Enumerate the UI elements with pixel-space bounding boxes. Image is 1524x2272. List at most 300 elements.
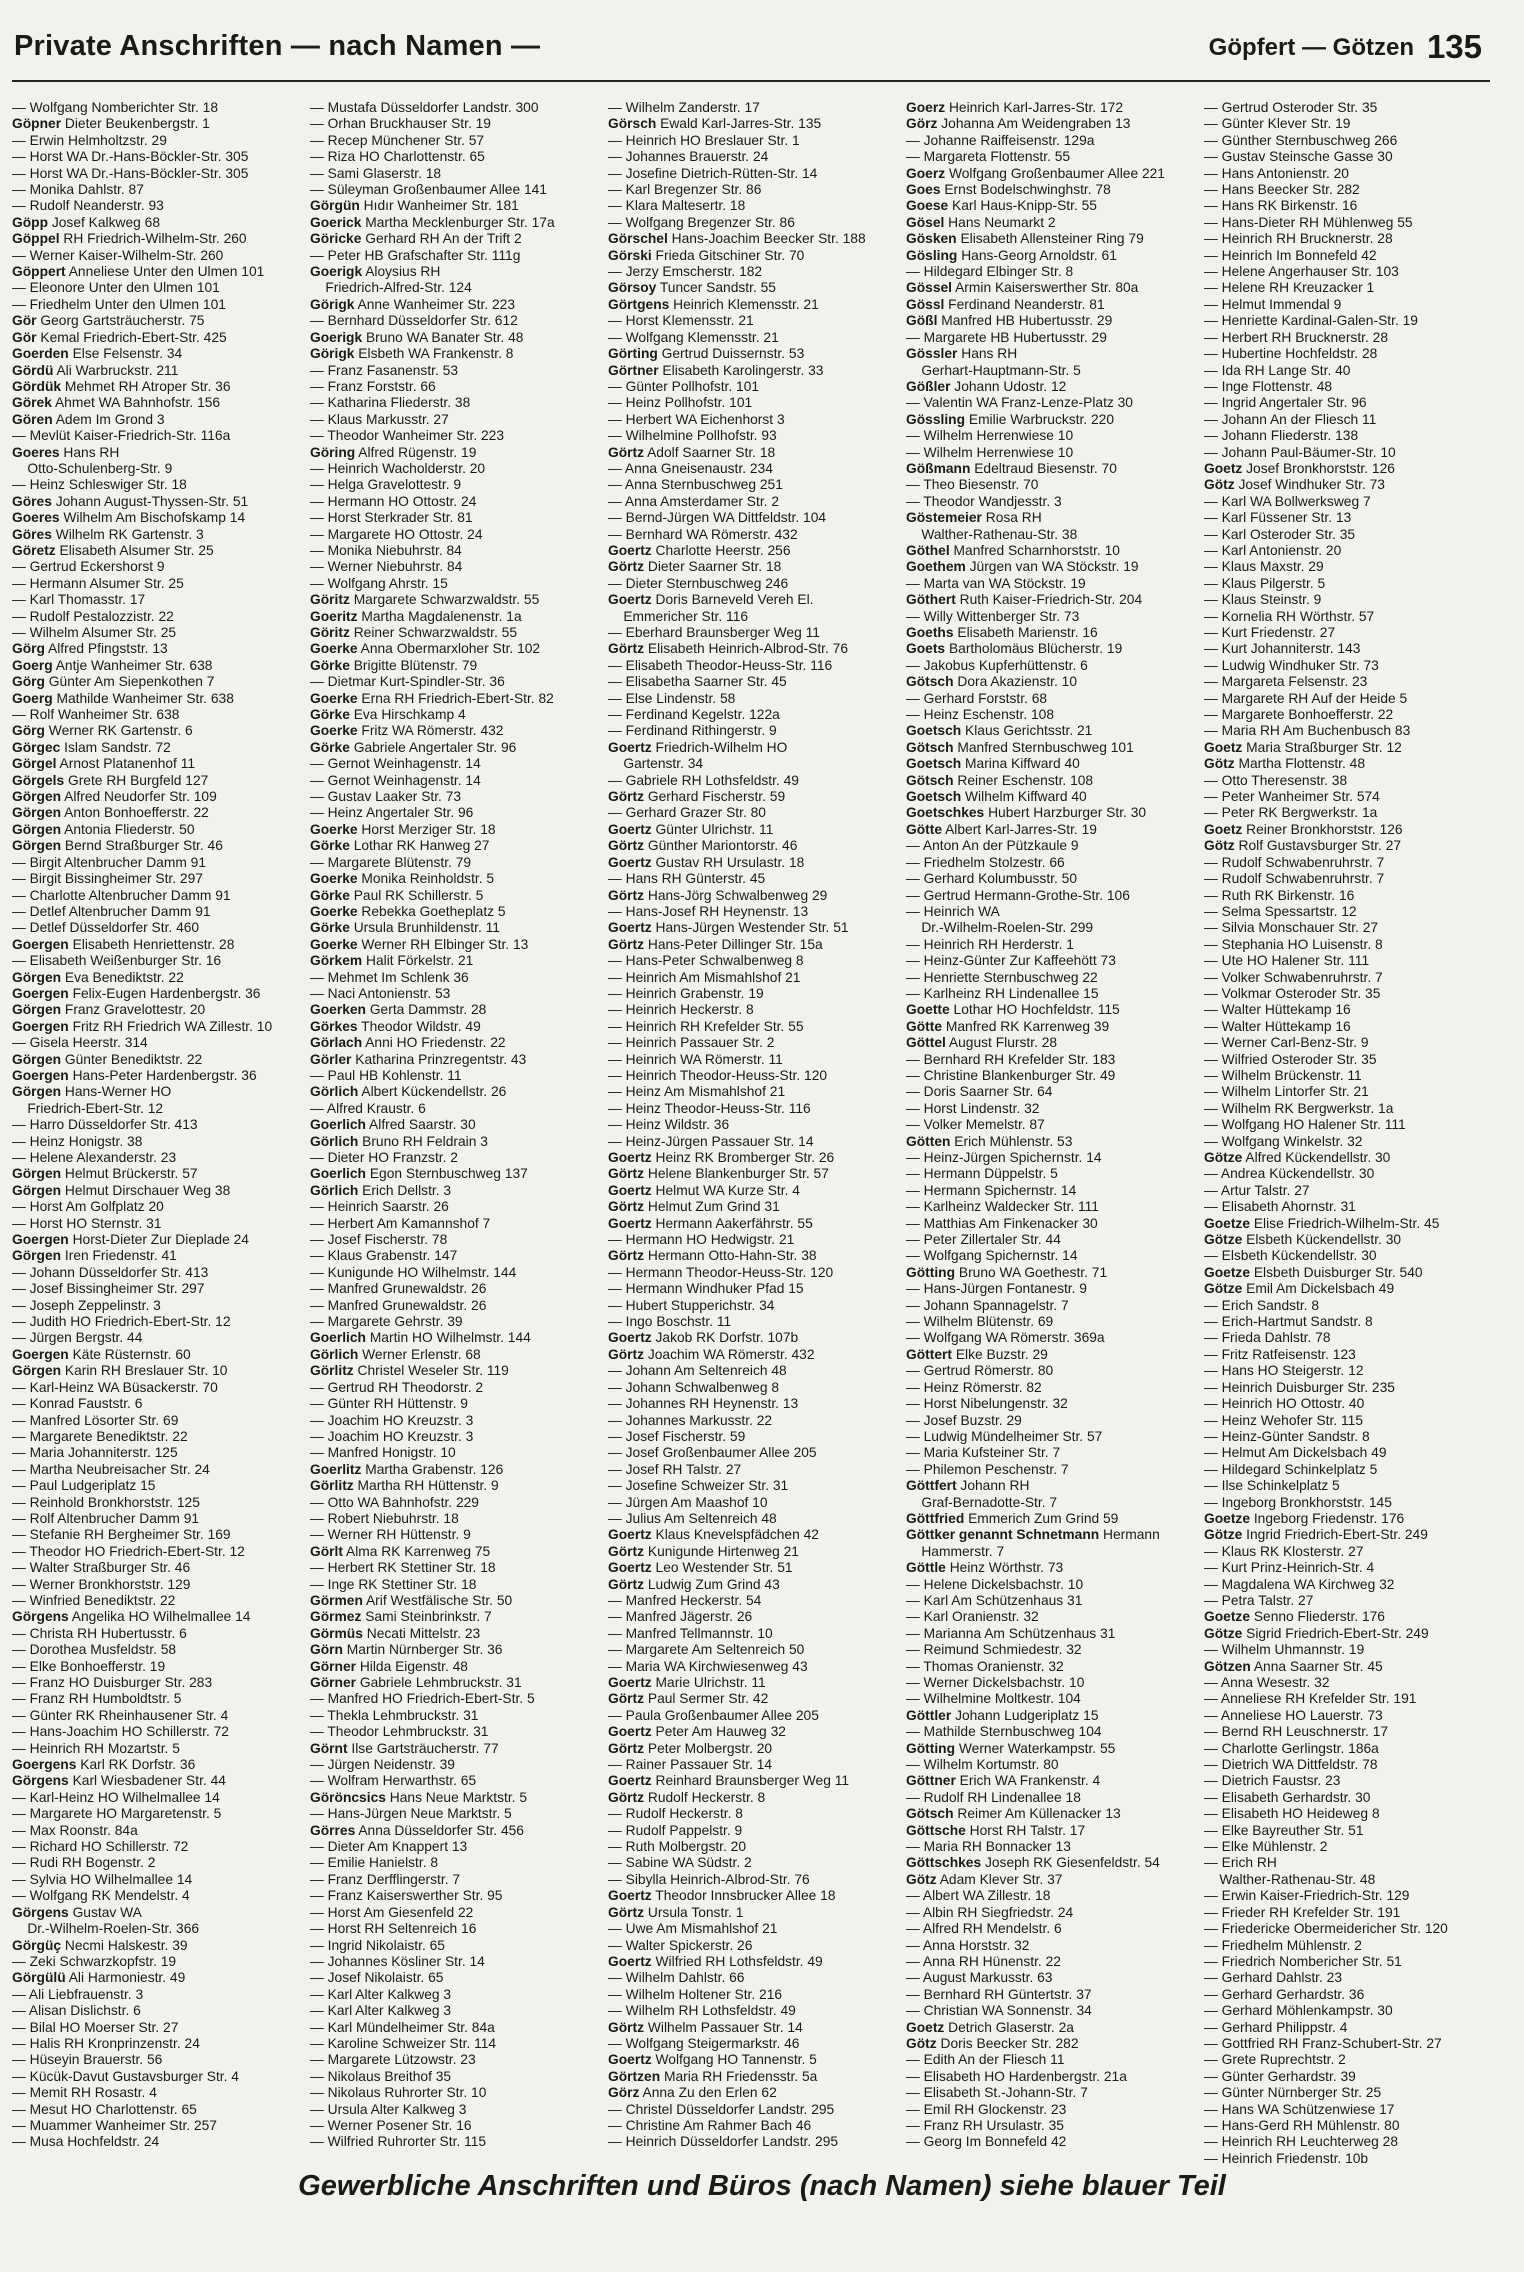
directory-entry: — Maria RH Bonnacker 13 [906,1839,1071,1855]
directory-entry: — Eleonore Unter den Ulmen 101 [12,280,220,296]
directory-entry: — Hans-Jürgen Neue Marktstr. 5 [310,1806,512,1822]
directory-entry: — Gerhard Möhlenkampstr. 30 [1204,2003,1393,2019]
directory-entry: Göres Johann August-Thyssen-Str. 51 [12,493,249,509]
directory-entry: — Karoline Schweizer Str. 114 [310,2035,497,2051]
directory-entry: Goertz Peter Am Hauweg 32 [608,1724,786,1740]
directory-entry: Goerken Gerta Dammstr. 28 [310,1002,487,1018]
directory-entry: — Hans-Dieter RH Mühlenweg 55 [1204,214,1413,230]
page-number: 135 [1426,28,1482,65]
directory-entry: — Wolfgang HO Halener Str. 111 [1204,1117,1406,1133]
directory-entry: — August Markusstr. 63 [906,1970,1053,1986]
directory-entry: — Heinz Wildstr. 36 [608,1117,730,1133]
directory-entry: — Ingrid Nikolaistr. 65 [310,1937,445,1953]
directory-entry: Goette Lothar HO Hochfeldstr. 115 [906,1002,1120,1018]
directory-entry: — Wolfgang Winkelstr. 32 [1204,1133,1363,1149]
header-rule [12,80,1490,82]
directory-entry: Görke Brigitte Blütenstr. 79 [310,657,478,673]
directory-entry: — Heinrich HO Breslauer Str. 1 [608,132,800,148]
directory-entry: Görtz Hermann Otto-Hahn-Str. 38 [608,1248,817,1264]
directory-entry: — Bilal HO Moerser Str. 27 [12,2019,179,2035]
directory-entry: — Heinrich Theodor-Heuss-Str. 120 [608,1067,828,1083]
directory-entry: Goetze Senno Fliederstr. 176 [1204,1609,1385,1625]
directory-entry: — Karl Oranienstr. 32 [906,1609,1039,1625]
directory-entry: — Herbert RK Stettiner Str. 18 [310,1560,496,1576]
directory-entry: — Sami Glaserstr. 18 [310,165,442,181]
directory-entry: — Rudolf Schwabenruhrstr. 7 [1204,854,1385,870]
directory-entry: — Muammer Wanheimer Str. 257 [12,2117,217,2133]
directory-entry: — Wilhelm Herrenwiese 10 [906,428,1074,444]
directory-entry: — Heinrich RH Leuchterweg 28 [1204,2134,1399,2150]
directory-entry: Görgüç Necmi Halskestr. 39 [12,1937,188,1953]
directory-entry: — Margarete HO Margaretenstr. 5 [12,1806,222,1822]
directory-entry: — Monika Niebuhrstr. 84 [310,542,462,558]
directory-entry: — Horst RH Seltenreich 16 [310,1921,477,1937]
directory-entry: — Klaus RK Klosterstr. 27 [1204,1543,1364,1559]
directory-entry: Goerke Horst Merziger Str. 18 [310,821,496,837]
directory-entry: — Karl Füssener Str. 13 [1204,510,1352,526]
directory-entry: Goertz Günter Ulrichstr. 11 [608,821,774,837]
directory-entry: — Hans Antonienstr. 20 [1204,165,1349,181]
directory-entry: Görtz Paul Sermer Str. 42 [608,1691,769,1707]
directory-entry: — Horst Lindenstr. 32 [906,1100,1040,1116]
directory-entry: — Anna Gneisenaustr. 234 [608,460,773,476]
directory-entry: — Dieter Am Knappert 13 [310,1839,468,1855]
directory-entry: — Wilhelm Herrenwiese 10 [906,444,1074,460]
directory-entry: — Wilhelm RK Bergwerkstr. 1a [1204,1100,1394,1116]
directory-entry: Götze Alfred Kückendellstr. 30 [1204,1150,1391,1165]
directory-entry: Goerden Else Felsenstr. 34 [12,346,183,362]
directory-entry: — Karl Antonienstr. 20 [1204,542,1342,558]
directory-entry: — Rudolf RH Lindenallee 18 [906,1789,1081,1805]
directory-entry: Goerlitz Martha Grabenstr. 126 [310,1461,504,1477]
directory-entry: — Hüseyin Brauerstr. 56 [12,2052,163,2068]
directory-entry: — Kunigunde HO Wilhelmstr. 144 [310,1264,517,1280]
directory-entry: Görler Katharina Prinzregentstr. 43 [310,1051,527,1067]
directory-entry: — Josefine Schweizer Str. 31 [608,1478,789,1494]
directory-entry: Gördü Ali Warbruckstr. 211 [12,362,179,378]
directory-entry: — Johann Fliederstr. 138 [1204,428,1359,444]
directory-entry: Goertz Friedrich-Wilhelm HO [608,739,788,755]
directory-entry: — Horst Am Giesenfeld 22 [310,1904,474,1920]
directory-entry: — Herbert WA Eichenhorst 3 [608,411,785,427]
directory-entry: — Elisabeth Gerhardstr. 30 [1204,1789,1371,1805]
directory-entry: Götz Rolf Gustavsburger Str. 27 [1204,838,1402,854]
directory-entry: — Heinrich Im Bonnefeld 42 [1204,247,1377,263]
directory-entry: — Heinz-Günter Sandstr. 8 [1204,1428,1370,1444]
directory-entry: — Günter Nürnberger Str. 25 [1204,2085,1382,2101]
directory-entry: — Theo Biesenstr. 70 [906,477,1039,493]
directory-entry: — Konrad Fauststr. 6 [12,1396,143,1412]
directory-entry: — Johannes RH Heynenstr. 13 [608,1396,799,1412]
directory-entry: — Paul Ludgeriplatz 15 [12,1478,156,1494]
directory-entry: Görgen Alfred Neudorfer Str. 109 [12,789,217,805]
directory-entry: — Rudolf Schwabenruhrstr. 7 [1204,871,1385,887]
directory-entry: — Stephania HO Luisenstr. 8 [1204,936,1383,952]
directory-entry: — Josef Bissingheimer Str. 297 [12,1281,205,1297]
directory-entry: — Inge RK Stettiner Str. 18 [310,1576,477,1592]
directory-entry: — Margarete Blütenstr. 79 [310,854,472,870]
directory-entry: Göttel August Flurstr. 28 [906,1035,1058,1051]
directory-entry: — Kurt Prinz-Heinrich-Str. 4 [1204,1560,1375,1576]
directory-entry: — Manfred Grunewaldstr. 26 [310,1297,487,1313]
directory-entry: — Gertrud Osteroder Str. 35 [1204,100,1378,115]
directory-entry: — Manfred HO Friedrich-Ebert-Str. 5 [310,1691,535,1707]
directory-entry: — Georg Im Bonnefeld 42 [906,2134,1067,2150]
directory-entry: Goerke Monika Reinholdstr. 5 [310,871,495,887]
directory-entry: Goertz Theodor Innsbrucker Allee 18 [608,1888,836,1904]
directory-entry: Görlt Alma RK Karrenweg 75 [310,1543,491,1559]
directory-entry: Goertz Marie Ulrichstr. 11 [608,1675,766,1690]
directory-entry: Goertz Reinhard Braunsberger Weg 11 [608,1773,850,1789]
directory-entry: — Valentin WA Franz-Lenze-Platz 30 [906,395,1133,411]
directory-entry: — Christine Blankenburger Str. 49 [906,1067,1116,1083]
directory-entry: — Gustav Steinsche Gasse 30 [1204,149,1393,165]
directory-entry: — Maria RH Am Buchenbusch 83 [1204,723,1411,739]
directory-entry: — Erwin Helmholtzstr. 29 [12,132,167,148]
directory-entry: — Karl Am Schützenhaus 31 [906,1592,1083,1608]
directory-entry: — Else Lindenstr. 58 [608,690,736,706]
directory-entry: Göttert Elke Buzstr. 29 [906,1346,1048,1362]
directory-entry: Göricke Gerhard RH An der Trift 2 [310,231,522,247]
directory-entry: — Werner Bronkhorststr. 129 [12,1576,191,1592]
directory-entry: — Klara Maltesertr. 18 [608,198,746,214]
directory-entry: — Charlotte Gerlingstr. 186a [1204,1740,1379,1756]
directory-entry: Göttker genannt Schnetmann Hermann [906,1527,1160,1543]
directory-entry: — Heinrich Heckerstr. 8 [608,1002,754,1018]
directory-entry: Görting Gertrud Duissernstr. 53 [608,346,805,362]
directory-entry: Görgen Karin RH Breslauer Str. 10 [12,1363,228,1379]
directory-entry: — Rudolf Heckerstr. 8 [608,1806,743,1822]
directory-entry: — Alfred Kraustr. 6 [310,1100,426,1116]
directory-entry: — Josef RH Talstr. 27 [608,1461,742,1477]
directory-entry: Goerke Fritz WA Römerstr. 432 [310,723,504,739]
directory-entry: — Joachim HO Kreuzstr. 3 [310,1428,474,1444]
directory-entry: — Philemon Peschenstr. 7 [906,1461,1069,1477]
directory-entry: Goeres Hans RH [12,444,120,460]
directory-entry: Görmen Arif Westfälische Str. 50 [310,1592,513,1608]
directory-entry: — Albert WA Zillestr. 18 [906,1888,1051,1904]
directory-entry: — Margarete Am Seltenreich 50 [608,1642,805,1658]
directory-entry: — Helene Angerhauser Str. 103 [1204,264,1399,280]
directory-entry: Goets Bartholomäus Blücherstr. 19 [906,641,1123,657]
directory-entry: — Friedrich Nombericher Str. 51 [1204,1953,1402,1969]
directory-entry: — Joseph Zeppelinstr. 3 [12,1297,161,1313]
directory-entry: — Heinrich RH Brucknerstr. 28 [1204,231,1393,247]
directory-entry: — Paula Großenbaumer Allee 205 [608,1707,819,1723]
directory-entry: Goergen Elisabeth Henriettenstr. 28 [12,936,235,952]
directory-entry: — Wilhelm Dahlstr. 66 [608,1970,745,1986]
directory-entry: — Margarete RH Auf der Heide 5 [1204,690,1408,706]
directory-entry: Görke Paul RK Schillerstr. 5 [310,887,484,903]
directory-entry: Görgens Karl Wiesbadener Str. 44 [12,1773,226,1789]
directory-entry: — Anton An der Pützkaule 9 [906,838,1079,854]
directory-entry: — Hans WA Schützenwiese 17 [1204,2101,1395,2117]
directory-entry: — Anna RH Hünenstr. 22 [906,1953,1061,1969]
directory-entry: — Johann Am Seltenreich 48 [608,1363,787,1379]
directory-entry: Görmez Sami Steinbrinkstr. 7 [310,1609,492,1625]
directory-entry: — Orhan Bruckhauser Str. 19 [310,116,491,132]
directory-entry: — Karl Thomasstr. 17 [12,592,146,608]
directory-entry: — Wolfgang Ahrstr. 15 [310,575,448,591]
directory-entry: — Monika Dahlstr. 87 [12,182,144,198]
directory-entry: Görgen Helmut Brückerstr. 57 [12,1166,198,1182]
directory-entry: Görtz Helmut Zum Grind 31 [608,1199,780,1215]
directory-entry: — Klaus Steinstr. 9 [1204,592,1322,608]
directory-entry: — Heinrich Passauer Str. 2 [608,1035,775,1051]
directory-entry: Goertz Gustav RH Ursulastr. 18 [608,854,805,870]
directory-entry: — Karlheinz RH Lindenallee 15 [906,985,1099,1001]
directory-entry: — Manfred Heckerstr. 54 [608,1592,762,1608]
directory-entry: Gösken Elisabeth Allensteiner Ring 79 [906,231,1144,247]
directory-entry: — Elisabeth Ahornstr. 31 [1204,1199,1356,1215]
directory-entry: Goertz Hermann Aakerfährstr. 55 [608,1215,813,1231]
directory-entry: — Klaus Grabenstr. 147 [310,1248,458,1264]
directory-entry: — Katharina Fliederstr. 38 [310,395,471,411]
directory-entry: — Christian WA Sonnenstr. 34 [906,2003,1092,2019]
directory-entry: Görner Gabriele Lehmbruckstr. 31 [310,1675,522,1690]
directory-entry: — Theodor Wanheimer Str. 223 [310,428,505,444]
directory-entry: — Maria Kufsteiner Str. 7 [906,1445,1061,1461]
directory-entry: — Elisabetha Saarner Str. 45 [608,674,787,690]
directory-entry: — Margarete HO Ottostr. 24 [310,526,483,542]
directory-entry: Göttler Johann Ludgeriplatz 15 [906,1707,1099,1723]
directory-entry: Goertz Wilfried RH Lothsfeldstr. 49 [608,1953,823,1969]
directory-entry: — Günther Sternbuschweg 266 [1204,132,1398,148]
directory-entry: Goergens Karl RK Dorfstr. 36 [12,1757,196,1773]
directory-entry: Göttschkes Joseph RK Giesenfeldstr. 54 [906,1855,1160,1871]
directory-entry: — Karl Alter Kalkweg 3 [310,2003,452,2019]
directory-entry: Goerke Rebekka Goetheplatz 5 [310,903,506,919]
directory-entry: — Wolfgang WA Römerstr. 369a [906,1330,1105,1346]
directory-entry: — Willy Wittenberger Str. 73 [906,608,1080,624]
directory-entry: — Dieter Sternbuschweg 246 [608,575,789,591]
directory-entry: — Heinz Wehofer Str. 115 [1204,1412,1363,1428]
directory-entry: Goergen Hans-Peter Hardenbergstr. 36 [12,1067,257,1083]
directory-entry: Götte Albert Karl-Jarres-Str. 19 [906,821,1097,837]
directory-entry: — Recep Münchener Str. 57 [310,132,485,148]
directory-entry: — Gernot Weinhagenstr. 14 [310,772,481,788]
directory-entry: — Dieter HO Franzstr. 2 [310,1150,458,1165]
directory-column-4 [906,100,1194,2150]
directory-entry: Görz Anna Zu den Erlen 62 [608,2085,777,2101]
directory-entry: — Paul HB Kohlenstr. 11 [310,1067,462,1083]
directory-entry: Görtz Wilhelm Passauer Str. 14 [608,2019,803,2035]
directory-entry: — Josef Buzstr. 29 [906,1412,1022,1428]
directory-entry: — Günter Klever Str. 19 [1204,116,1351,132]
directory-entry: Gössel Armin Kaiserswerther Str. 80a [906,280,1139,296]
directory-entry: Goerke Anna Obermarxloher Str. 102 [310,641,541,657]
directory-entry: Götte Manfred RK Karrenweg 39 [906,1018,1110,1034]
directory-entry: — Horst HO Sternstr. 31 [12,1215,162,1231]
directory-entry: Görigk Anne Wanheimer Str. 223 [310,296,516,312]
directory-entry: — Theodor HO Friedrich-Ebert-Str. 12 [12,1543,245,1559]
directory-entry: — Sabine WA Südstr. 2 [608,1855,752,1871]
directory-entry: Görgen Eva Benediktstr. 22 [12,969,184,985]
directory-entry: Görke Eva Hirschkamp 4 [310,707,466,723]
directory-entry: — Gerhard Gerhardstr. 36 [1204,1986,1365,2002]
directory-entry: — Anna Amsterdamer Str. 2 [608,493,780,509]
directory-entry: Görtz Hans-Peter Dillinger Str. 15a [608,936,823,952]
directory-entry: — Wolfgang Nomberichter Str. 18 [12,100,219,115]
directory-entry: — Hubertine Hochfeldstr. 28 [1204,346,1378,362]
directory-entry: Gördük Mehmet RH Atroper Str. 36 [12,378,231,394]
directory-entry: — Frieda Dahlstr. 78 [1204,1330,1331,1346]
directory-entry: — Johannes Kösliner Str. 14 [310,1953,485,1969]
directory-entry: — Günter RK Rheinhausener Str. 4 [12,1707,229,1723]
directory-entry: — Heinrich Duisburger Str. 235 [1204,1379,1395,1395]
directory-entry: — Heinz-Günter Zur Kaffeehött 73 [906,953,1116,969]
directory-entry: Görgen Hans-Werner HO [12,1084,172,1100]
directory-entry: — Wolfram Herwarthstr. 65 [310,1773,477,1789]
directory-entry: Graf-Bernadotte-Str. 7 [906,1494,1058,1510]
directory-entry: — Wolfgang Steigermarkstr. 46 [608,2035,800,2051]
directory-entry: Görgec Islam Sandstr. 72 [12,739,171,755]
directory-entry: — Ludwig Windhuker Str. 73 [1204,657,1379,673]
directory-entry: — Dietmar Kurt-Spindler-Str. 36 [310,674,505,690]
directory-entry: Goerigk Bruno WA Banater Str. 48 [310,329,524,345]
directory-entry: — Josefine Dietrich-Rütten-Str. 14 [608,165,818,181]
directory-entry: Görtz Helene Blankenburger Str. 57 [608,1166,829,1182]
directory-entry: — Margareta Felsenstr. 23 [1204,674,1368,690]
directory-entry: — Harro Düsseldorfer Str. 413 [12,1117,198,1133]
directory-entry: — Bernhard Düsseldorfer Str. 612 [310,313,518,329]
directory-entry: — Wilhelm Blütenstr. 69 [906,1314,1054,1330]
directory-entry: — Erwin Kaiser-Friedrich-Str. 129 [1204,1888,1410,1904]
directory-entry: Goerg Antje Wanheimer Str. 638 [12,657,213,673]
directory-entry: — Reinhold Bronkhorststr. 125 [12,1494,200,1510]
directory-entry: — Ruth Molbergstr. 20 [608,1839,747,1855]
directory-entry: — Dorothea Musfeldstr. 58 [12,1642,177,1658]
directory-entry: Goese Karl Haus-Knipp-Str. 55 [906,198,1097,214]
directory-entry: Goetsch Wilhelm Kiffward 40 [906,789,1087,805]
directory-entry: Görgel Arnost Platanenhof 11 [12,756,196,772]
directory-entry: Göröncsics Hans Neue Marktstr. 5 [310,1789,528,1805]
directory-entry: — Horst Nibelungenstr. 32 [906,1396,1068,1412]
directory-entry: — Peter HB Grafschafter Str. 111g [310,247,521,263]
directory-entry: Götting Werner Waterkampstr. 55 [906,1740,1116,1756]
directory-entry: — Ferdinand Kegelstr. 122a [608,707,780,723]
directory-entry: Götz Martha Flottenstr. 48 [1204,756,1366,772]
directory-entry: Görlich Albert Kückendellstr. 26 [310,1084,507,1100]
directory-entry: Goerick Martha Mecklenburger Str. 17a [310,214,555,230]
directory-entry: — Heinz-Jürgen Spichernstr. 14 [906,1150,1102,1165]
directory-entry: Göttner Erich WA Frankenstr. 4 [906,1773,1101,1789]
directory-entry: — Elisabeth St.-Johann-Str. 7 [906,2085,1088,2101]
directory-entry: — Margarete Bonhoefferstr. 22 [1204,707,1394,723]
directory-entry: Gößmann Edeltraud Biesenstr. 70 [906,460,1117,476]
directory-entry: Görtz Ursula Tonstr. 1 [608,1904,744,1920]
directory-entry: Görgens Gustav WA [12,1904,142,1920]
directory-entry: — Erich RH [1204,1855,1277,1871]
directory-entry: — Johannes Brauerstr. 24 [608,149,769,165]
directory-entry: Goertz Charlotte Heerstr. 256 [608,542,791,558]
directory-entry: — Edith An der Fliesch 11 [906,2052,1065,2068]
directory-entry: — Wilfried Ruhrorter Str. 115 [310,2134,487,2150]
directory-entry: Gartenstr. 34 [608,756,704,772]
directory-entry: — Helmut Immendal 9 [1204,296,1342,312]
directory-entry: — Thomas Oranienstr. 32 [906,1658,1064,1674]
directory-entry: — Halis RH Kronprinzenstr. 24 [12,2035,200,2051]
directory-entry: Görtz Günther Mariontorstr. 46 [608,838,798,854]
directory-entry: — Elke Mühlenstr. 2 [1204,1839,1328,1855]
directory-entry: — Sylvia HO Wilhelmallee 14 [12,1871,193,1887]
directory-entry: — Nikolaus Ruhrorter Str. 10 [310,2085,487,2101]
directory-entry: — Richard HO Schillerstr. 72 [12,1839,189,1855]
directory-entry: — Heinz Eschenstr. 108 [906,707,1055,723]
directory-entry: — Theodor Wandjesstr. 3 [906,493,1062,509]
directory-entry: Görner Hilda Eigenstr. 48 [310,1658,468,1674]
directory-entry: — Heinrich RH Krefelder Str. 55 [608,1018,804,1034]
directory-entry: Goeres Wilhelm Am Bischofskamp 14 [12,510,246,526]
directory-entry: — Max Roonstr. 84a [12,1822,138,1838]
directory-entry: — Heinz-Jürgen Passauer Str. 14 [608,1133,814,1149]
directory-entry: — Hans-Gerd RH Mühlenstr. 80 [1204,2117,1400,2133]
directory-entry: — Karl Mündelheimer Str. 84a [310,2019,495,2035]
directory-entry: — Naci Antonienstr. 53 [310,985,451,1001]
directory-entry: Goetschkes Hubert Harzburger Str. 30 [906,805,1147,821]
directory-column-2 [310,100,598,2150]
directory-entry: Görtz Ludwig Zum Grind 43 [608,1576,780,1592]
directory-entry: Götzen Anna Saarner Str. 45 [1204,1658,1383,1674]
directory-entry: — Hans RH Günterstr. 45 [608,871,766,887]
directory-entry: — Helene RH Kreuzacker 1 [1204,280,1375,296]
directory-entry: — Karl Alter Kalkweg 3 [310,1986,452,2002]
directory-entry: — Friedhelm Mühlenstr. 2 [1204,1937,1362,1953]
directory-entry: — Karl Osteroder Str. 35 [1204,526,1356,542]
directory-entry: — Rudi RH Bogenstr. 2 [12,1855,156,1871]
directory-entry: — Magdalena WA Kirchweg 32 [1204,1576,1395,1592]
directory-entry: Goeritz Martha Magdalenenstr. 1a [310,608,522,624]
directory-entry: Goerz Heinrich Karl-Jarres-Str. 172 [906,100,1123,115]
directory-entry: — Johann Paul-Bäumer-Str. 10 [1204,444,1396,460]
directory-entry: Götz Adam Klever Str. 37 [906,1871,1063,1887]
directory-entry: Goetsch Klaus Gerichtsstr. 21 [906,723,1093,739]
directory-entry: Göretz Elisabeth Alsumer Str. 25 [12,542,214,558]
directory-entry: Göritz Reiner Schwarzwaldstr. 55 [310,625,518,640]
directory-entry: — Alfred RH Mendelstr. 6 [906,1921,1062,1937]
directory-entry: — Jürgen Bergstr. 44 [12,1330,143,1346]
directory-entry: — Charlotte Altenbrucher Damm 91 [12,887,231,903]
directory-entry: — Franz Fasanenstr. 53 [310,362,458,378]
directory-entry: — Wilhelm Brückenstr. 11 [1204,1067,1362,1083]
directory-entry: Hammerstr. 7 [906,1543,1005,1559]
directory-entry: — Wilfried Osteroder Str. 35 [1204,1051,1377,1067]
directory-entry: Goertz Klaus Knevelspfädchen 42 [608,1527,819,1543]
directory-entry: — Johann Schwalbenweg 8 [608,1379,780,1395]
directory-column-1 [12,100,300,2150]
directory-entry: — Margarete Gehrstr. 39 [310,1314,463,1330]
directory-entry: Goertz Heinz RK Bromberger Str. 26 [608,1150,835,1165]
directory-entry: Goetz Reiner Bronkhorststr. 126 [1204,821,1403,837]
directory-entry: Göritz Margarete Schwarzwaldstr. 55 [310,592,540,608]
directory-entry: Goertz Helmut WA Kurze Str. 4 [608,1182,800,1198]
directory-entry: Götz Doris Beecker Str. 282 [906,2035,1079,2051]
directory-entry: Görtz Hans-Jörg Schwalbenweg 29 [608,887,828,903]
directory-entry: — Herbert Am Kamannshof 7 [310,1215,491,1231]
directory-entry: — Hans-Josef RH Heynenstr. 13 [608,903,809,919]
directory-entry: Görke Ursula Brunhildenstr. 11 [310,920,500,936]
directory-entry: — Erich Sandstr. 8 [1204,1297,1320,1313]
directory-entry: Görgen Franz Gravelottestr. 20 [12,1002,206,1018]
directory-entry: Görgen Günter Benediktstr. 22 [12,1051,203,1067]
directory-entry: Göpner Dieter Beukenbergstr. 1 [12,116,210,132]
directory-entry: — Elke Bonhoefferstr. 19 [12,1658,166,1674]
directory-entry: — Dietrich WA Dittfeldstr. 78 [1204,1757,1378,1773]
directory-entry: — Andrea Kückendellstr. 30 [1204,1166,1375,1182]
directory-entry: — Elisabeth HO Heideweg 8 [1204,1806,1380,1822]
directory-entry: Görtz Dieter Saarner Str. 18 [608,559,782,575]
directory-entry: Gerhart-Hauptmann-Str. 5 [906,362,1081,378]
